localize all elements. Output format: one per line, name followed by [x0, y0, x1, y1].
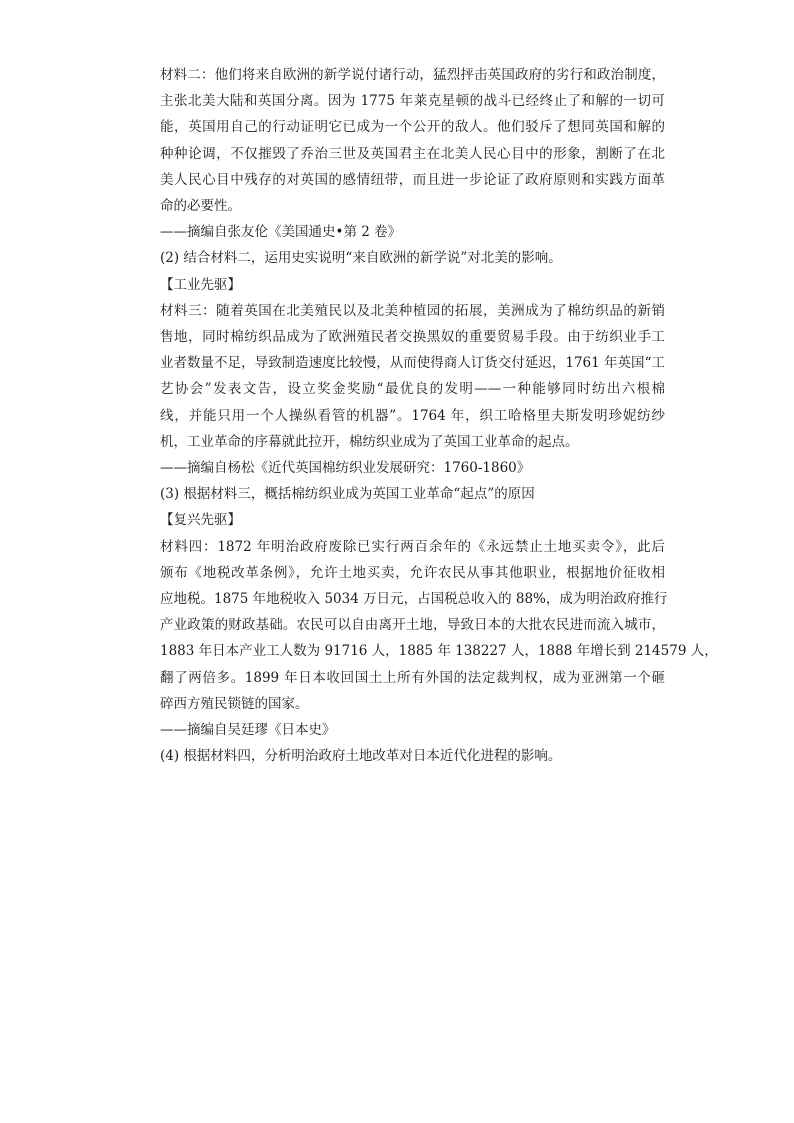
paragraph-line: 1883 年日本产业工人数为 91716 人，1885 年 138227 人，1888 年增长到 214579 人， [160, 643, 718, 660]
paragraph-line: 机，工业革命的序幕就此拉开，棉纺织业成为了英国工业革命的起点。 [160, 433, 579, 450]
section-heading-revival: 【复兴先驱】 [160, 512, 241, 529]
paragraph-line: 材料二：他们将来自欧洲的新学说付诸行动，猛烈抨击英国政府的劣行和政治制度， [160, 67, 665, 83]
material-3-paragraph [160, 298, 665, 455]
paragraph-line: 线，并能只用一个人操纵看管的机器”。1764 年，织工哈格里夫斯发明珍妮纺纱 [160, 407, 665, 424]
paragraph-line: 美人民心目中残存的对英国的感情纽带，而且进一步论证了政府原则和实践方面革 [160, 171, 665, 188]
paragraph-line: 产业政策的财政基础。农民可以自由离开土地，导致日本的大批农民进而流入城市， [160, 617, 665, 634]
paragraph-line: 材料三：随着英国在北美殖民以及北美种植园的拓展，美洲成为了棉纺织品的新销 [160, 302, 665, 319]
paragraph-line: 碎西方殖民锁链的国家。 [160, 695, 309, 712]
paragraph-line: 材料四：1872 年明治政府废除已实行两百余年的《永远禁止土地买卖令》，此后 [160, 538, 665, 555]
material-4-source: ——摘编自吴廷璆《日本史》 [160, 722, 336, 739]
question-4: (4) 根据材料四，分析明治政府土地改革对日本近代化进程的影响。 [160, 748, 562, 765]
question-2: (2) 结合材料二，运用史实说明“来自欧洲的新学说”对北美的影响。 [160, 250, 562, 267]
paragraph-line: 种种论调，不仅摧毁了乔治三世及英国君主在北美人民心目中的形象，割断了在北 [160, 145, 665, 162]
material-3-source: ——摘编自杨松《近代英国棉纺织业发展研究：1760-1860》 [160, 460, 531, 477]
paragraph-line: 艺协会”发表文告，设立奖金奖励“最优良的发明——一种能够同时纺出六根棉 [160, 381, 665, 398]
paragraph-line: 命的必要性。 [160, 198, 241, 215]
paragraph-line: 业者数量不足，导致制造速度比较慢，从而使得商人订货交付延迟，1761 年英国“工 [160, 355, 665, 372]
paragraph-line: 能，英国用自己的行动证明它已成为一个公开的敌人。他们驳斥了想同英国和解的 [160, 119, 665, 136]
document-page [160, 62, 718, 769]
material-2-paragraph [160, 62, 665, 219]
paragraph-line: 翻了两倍多。1899 年日本收回国土上所有外国的法定裁判权，成为亚洲第一个砸 [160, 669, 665, 686]
material-4-paragraph [160, 534, 718, 717]
material-2-source: ——摘编自张友伦《美国通史•第 2 卷》 [160, 224, 402, 241]
paragraph-line: 颁布《地税改革条例》，允许土地买卖，允许农民从事其他职业，根据地价征收相 [160, 564, 665, 581]
paragraph-line: 售地，同时棉纺织品成为了欧洲殖民者交换黑奴的重要贸易手段。由于纺织业手工 [160, 329, 665, 346]
paragraph-line: 主张北美大陆和英国分离。因为 1775 年莱克星顿的战斗已经终止了和解的一切可 [160, 93, 665, 110]
paragraph-line: 应地税。1875 年地税收入 5034 万日元，占国税总收入的 88%，成为明治政府推行 [160, 591, 668, 608]
question-3: (3) 根据材料三，概括棉纺织业成为英国工业革命“起点”的原因 [160, 486, 535, 503]
section-heading-industry: 【工业先驱】 [160, 276, 241, 293]
